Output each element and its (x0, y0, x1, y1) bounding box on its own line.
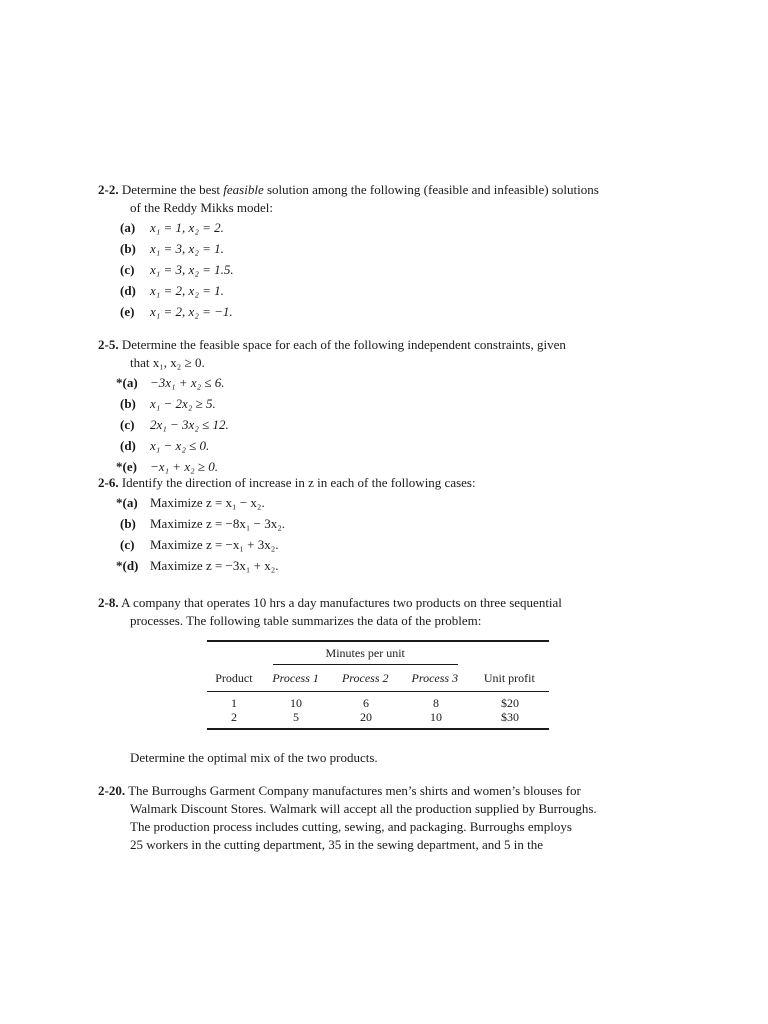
item-label: (e) (120, 304, 135, 319)
table-cell: $30 (501, 710, 519, 724)
item-expression: −3x₁ + x₂ ≤ 6. (150, 375, 225, 390)
column-header: Product (215, 670, 253, 685)
list-item (98, 238, 618, 259)
item-expression: x₁ − 2x₂ ≥ 5. (150, 396, 216, 411)
list-item (98, 393, 618, 414)
stem-line: Walmark Discount Stores. Walmark will accept all the production supplied by Burroughs. (130, 801, 597, 816)
problem-number: 2-6. (98, 475, 119, 490)
constraint-list (98, 372, 618, 477)
stem-text: A company that operates 10 hrs a day manufactures two products on three sequential (121, 595, 562, 610)
problem-2-6 (98, 474, 618, 576)
problem-number: 2-2. (98, 182, 119, 197)
stem-text: Determine the best (121, 182, 224, 197)
table-cell: 20 (360, 710, 372, 724)
problem-number: 2-8. (98, 595, 119, 610)
table-cell: 10 (290, 696, 302, 710)
stem-line: The Burroughs Garment Company manufactures men’s shirts and women’s blouses for (128, 783, 581, 798)
item-label: *(a) (116, 375, 138, 390)
item-expression: Maximize z = x₁ − x₂. (150, 495, 265, 510)
problem-2-8 (98, 594, 618, 630)
item-label: *(a) (116, 495, 138, 510)
item-label: *(e) (116, 459, 137, 474)
group-header: Minutes per unit (325, 646, 405, 660)
item-label: (c) (120, 537, 135, 552)
table-row (207, 710, 549, 724)
problem-stem (98, 181, 618, 199)
stem-second-line: processes. The following table summarizes the data of the problem: (130, 613, 482, 628)
problem-2-2 (98, 181, 618, 322)
stem-text: Determine the feasible space for each of the following independent constraints, given (121, 337, 566, 352)
item-expression: x₁ = 3, x₂ = 1.5. (150, 262, 234, 277)
item-expression: 2x₁ − 3x₂ ≤ 12. (150, 417, 229, 432)
item-expression: x₁ = 1, x₂ = 2. (150, 220, 224, 235)
problem-2-20 (98, 782, 618, 854)
table-cell: 8 (433, 696, 439, 710)
list-item (98, 280, 618, 301)
problem-2-5 (98, 336, 618, 477)
list-item (98, 372, 618, 393)
list-item (98, 414, 618, 435)
list-item (98, 555, 618, 576)
stem-second-line: of the Reddy Mikks model: (130, 200, 273, 215)
problem-stem (98, 594, 618, 612)
stem-emphasis: feasible (223, 182, 264, 197)
data-table (207, 640, 549, 730)
table-row (207, 696, 549, 710)
problem-number: 2-5. (98, 337, 119, 352)
item-expression: −x₁ + x₂ ≥ 0. (150, 459, 219, 474)
list-item (98, 534, 618, 555)
problem-stem (98, 474, 618, 492)
table-cell: 10 (430, 710, 442, 724)
item-expression: x₁ = 2, x₂ = −1. (150, 304, 233, 319)
list-item (98, 435, 618, 456)
problem-number: 2-20. (98, 783, 126, 798)
item-label: *(d) (116, 558, 139, 573)
stem-text: Identify the direction of increase in z in each of the following cases: (121, 475, 476, 490)
objective-list (98, 492, 618, 576)
stem-text-cont: solution among the following (feasible and infeasible) solutions (263, 182, 599, 197)
item-expression: x₁ = 2, x₂ = 1. (150, 283, 224, 298)
item-expression: x₁ = 3, x₂ = 1. (150, 241, 224, 256)
list-item (98, 492, 618, 513)
item-expression: Maximize z = −x₁ + 3x₂. (150, 537, 279, 552)
item-expression: x₁ − x₂ ≤ 0. (150, 438, 210, 453)
stem-second-line: that x₁, x₂ ≥ 0. (130, 355, 205, 370)
column-header: Process 1 (272, 670, 319, 685)
item-label: (c) (120, 262, 135, 277)
list-item (98, 259, 618, 280)
table-header-row (207, 665, 549, 691)
header-rule (207, 691, 549, 692)
table-cell: 1 (231, 696, 237, 710)
item-expression: Maximize z = −3x₁ + x₂. (150, 558, 279, 573)
item-label: (c) (120, 417, 135, 432)
table-cell: 5 (293, 710, 299, 724)
column-header: Unit profit (483, 670, 535, 685)
column-header: Process 2 (341, 670, 389, 685)
stem-line: 25 workers in the cutting department, 35 in the sewing department, and 5 in the (130, 837, 544, 852)
answer-options (98, 217, 618, 322)
item-label: (b) (120, 241, 136, 256)
problem-stem (98, 336, 618, 354)
table-cell: 6 (363, 696, 369, 710)
item-label: (b) (120, 516, 136, 531)
item-label: (b) (120, 396, 136, 411)
table-followup-text: Determine the optimal mix of the two products. (130, 750, 378, 765)
list-item (98, 217, 618, 238)
item-label: (d) (120, 283, 136, 298)
column-header: Process 3 (411, 670, 459, 685)
list-item (98, 513, 618, 534)
item-label: (a) (120, 220, 136, 235)
item-expression: Maximize z = −8x₁ − 3x₂. (150, 516, 286, 531)
table-cell: $20 (501, 696, 519, 710)
item-label: (d) (120, 438, 136, 453)
list-item (98, 301, 618, 322)
table-bottom-rule (207, 728, 549, 730)
problem-stem (98, 782, 618, 800)
table-cell: 2 (231, 710, 237, 724)
stem-line: The production process includes cutting, sewing, and packaging. Burroughs employs (130, 819, 572, 834)
